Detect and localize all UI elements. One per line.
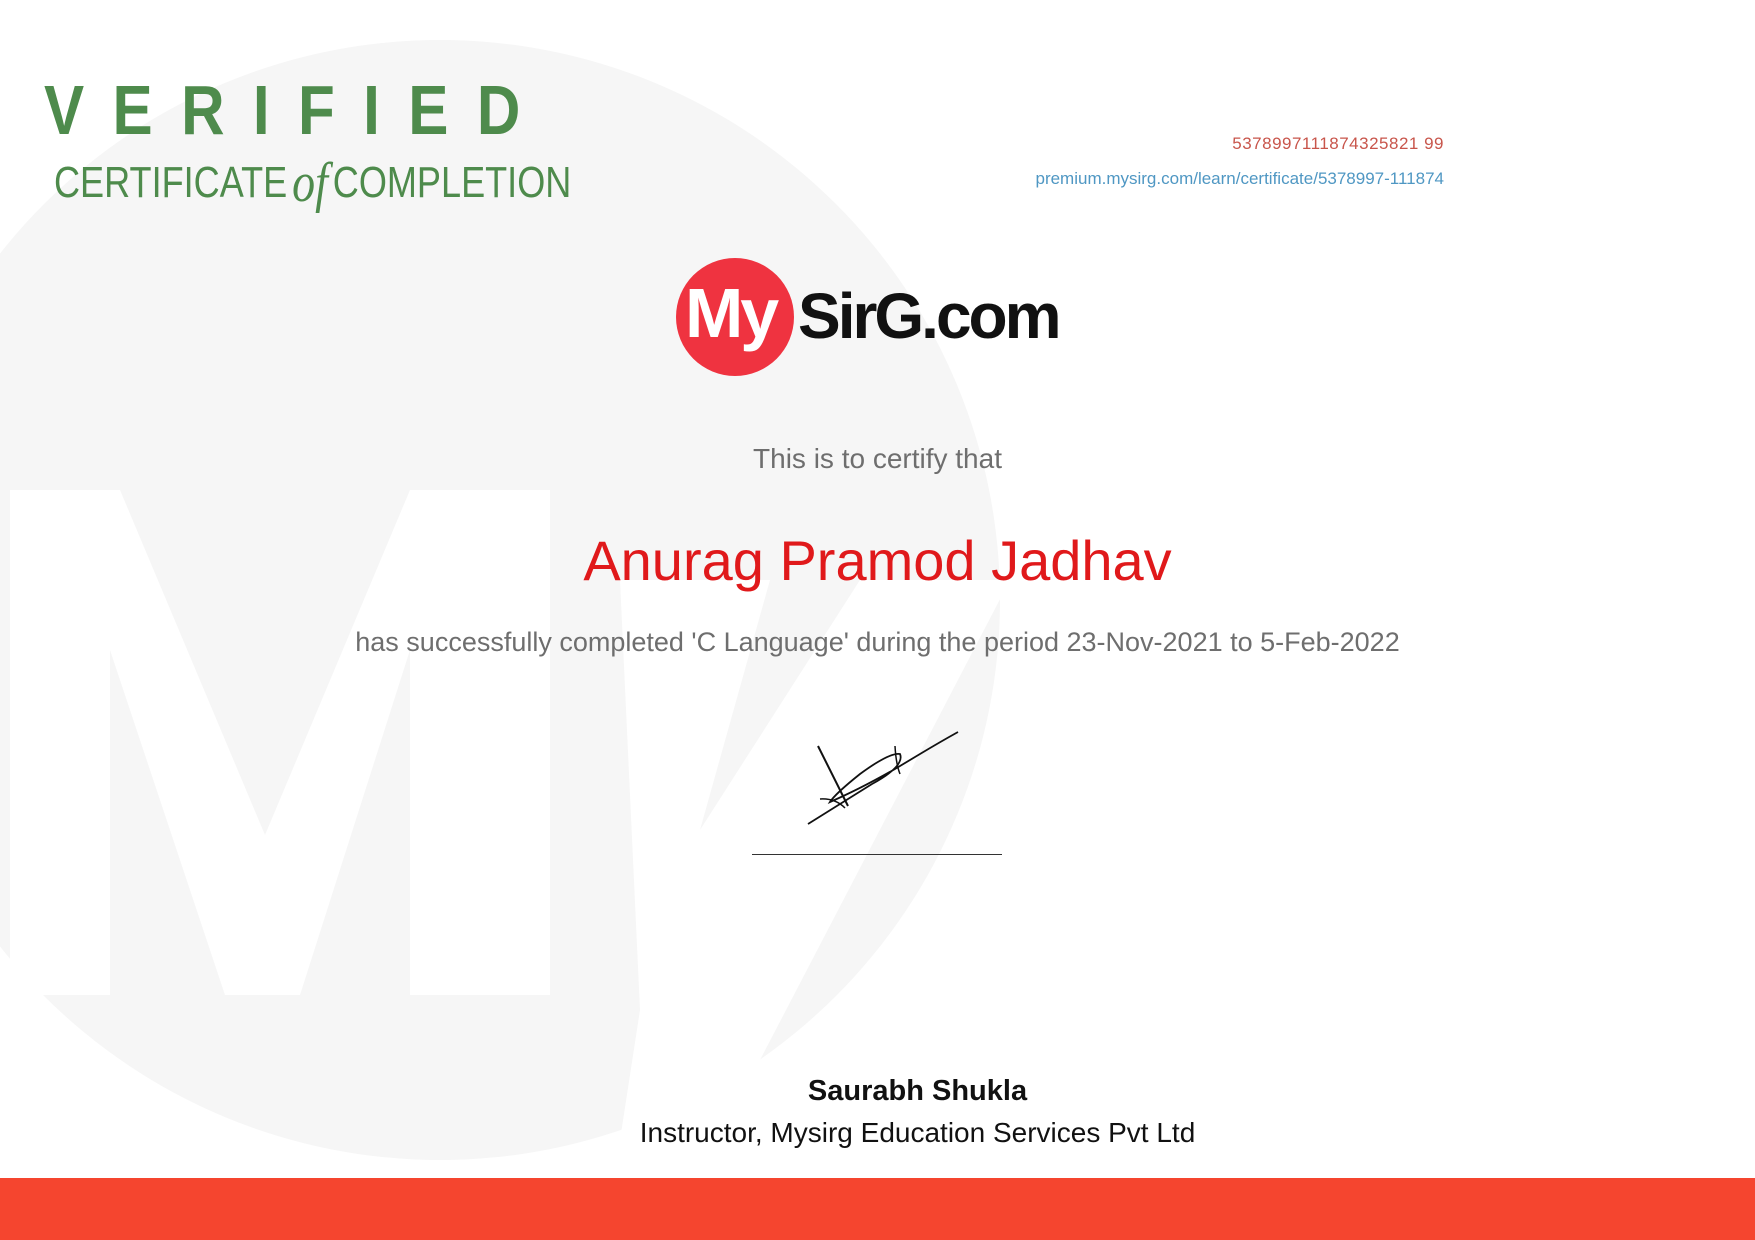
- mysirg-logo: [676, 258, 1096, 378]
- certificate-url-link[interactable]: premium.mysirg.com/learn/certificate/5378997-111874: [1035, 169, 1444, 188]
- certificate-word: CERTIFICATE: [54, 158, 288, 207]
- logo-my-text: My: [685, 274, 777, 352]
- instructor-signature: [800, 724, 970, 829]
- logo-brand-text: SirG.com: [798, 280, 1059, 352]
- completion-statement: has successfully completed 'C Language' during the period 23-Nov-2021 to 5-Feb-2022: [355, 627, 1400, 657]
- certificate-reference: [1035, 134, 1444, 189]
- certify-statement: This is to certify that: [753, 443, 1002, 474]
- signature-line: [752, 854, 1002, 855]
- instructor-title: Instructor, Mysirg Education Services Pvt Ltd: [639, 1117, 1196, 1148]
- certificate-title-block: [44, 71, 604, 214]
- completion-word: COMPLETION: [332, 158, 572, 207]
- instructor-name: Saurabh Shukla: [807, 1075, 1028, 1107]
- certificate-id: 5378997111874325821 99: [1232, 134, 1444, 153]
- footer-bar: [0, 1178, 1755, 1240]
- certificate-of-completion-heading: [54, 152, 572, 214]
- recipient-name: Anurag Pramod Jadhav: [583, 529, 1172, 592]
- verified-heading: VERIFIED: [44, 71, 549, 149]
- of-word: of: [292, 152, 328, 214]
